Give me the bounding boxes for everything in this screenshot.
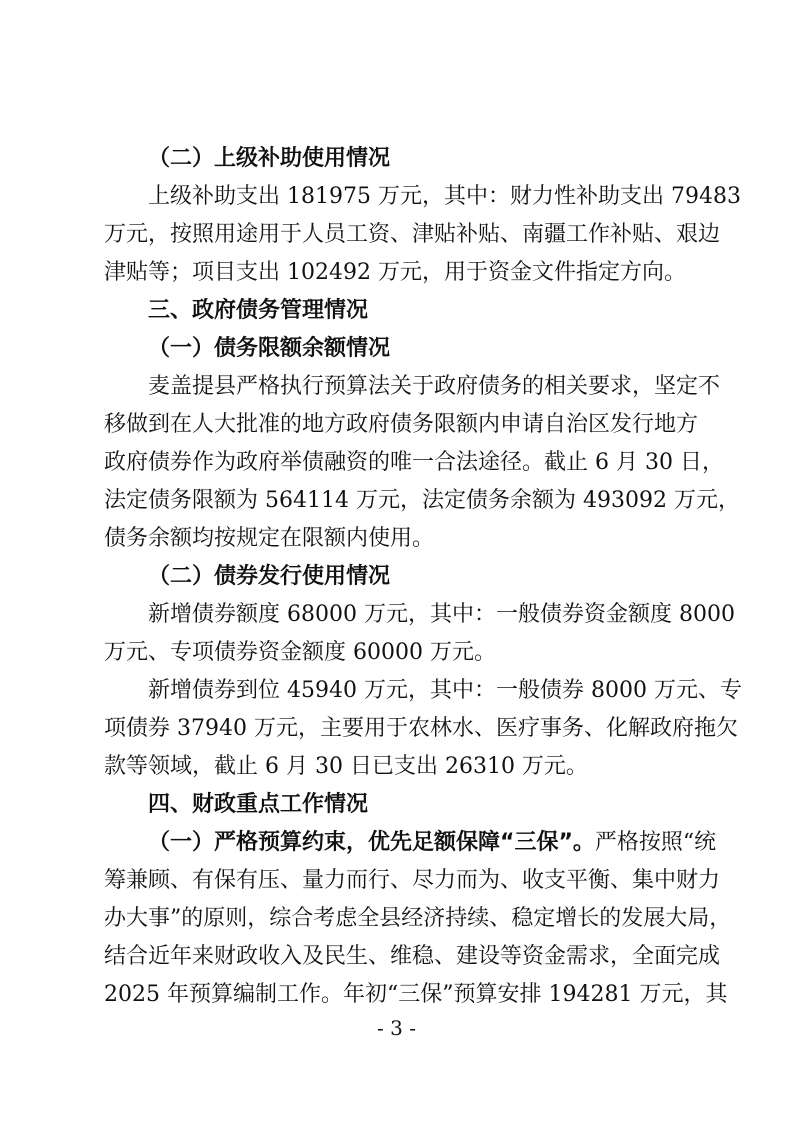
paragraph-line: 办大事”的原则，综合考虑全县经济持续、稳定增长的发展大局， <box>104 906 732 931</box>
paragraph-line: 新增债券到位 45940 万元，其中：一般债券 8000 万元、专 <box>148 678 742 703</box>
paragraph-line: 万元，按照用途用于人员工资、津贴补贴、南疆工作补贴、艰边 <box>104 222 721 247</box>
section-heading: 三、政府债务管理情况 <box>148 298 369 323</box>
paragraph-line: 法定债务限额为 564114 万元，法定债务余额为 493092 万元， <box>104 488 740 513</box>
paragraph-line: 政府债券作为政府举债融资的唯一合法途径。截止 6 月 30 日， <box>104 450 724 475</box>
paragraph-line: 上级补助支出 181975 万元，其中：财力性补助支出 79483 <box>148 184 741 209</box>
section-heading: （二）上级补助使用情况 <box>148 146 391 171</box>
paragraph-line: 万元、专项债券资金额度 60000 万元。 <box>104 640 496 665</box>
paragraph-line: 债务余额均按规定在限额内使用。 <box>104 526 435 551</box>
paragraph-line: 麦盖提县严格执行预算法关于政府债务的相关要求，坚定不 <box>148 374 721 399</box>
section-heading: （一）债务限额余额情况 <box>148 336 391 361</box>
section-heading: 四、财政重点工作情况 <box>148 792 369 817</box>
page-number: - 3 - <box>377 1016 416 1040</box>
paragraph-line: 款等领域，截止 6 月 30 日已支出 26310 万元。 <box>104 754 588 779</box>
paragraph-line: 项债券 37940 万元，主要用于农林水、医疗事务、化解政府拖欠 <box>104 716 738 741</box>
paragraph-line: 移做到在人大批准的地方政府债务限额内申请自治区发行地方 <box>104 412 699 437</box>
paragraph-line <box>148 824 717 862</box>
paragraph-line: 筹兼顾、有保有压、量力而行、尽力而为、收支平衡、集中财力 <box>104 868 721 893</box>
paragraph-text: 严格按照“统 <box>594 830 717 855</box>
paragraph-line: 结合近年来财政收入及民生、维稳、建设等资金需求，全面完成 <box>104 944 721 969</box>
paragraph-line: 2025 年预算编制工作。年初“三保”预算安排 194281 万元，其 <box>104 982 728 1007</box>
paragraph-line: 新增债券额度 68000 万元，其中：一般债券资金额度 8000 <box>148 602 735 627</box>
section-heading: （二）债券发行使用情况 <box>148 564 391 589</box>
paragraph-lead: （一）严格预算约束，优先足额保障“三保”。 <box>148 830 595 855</box>
paragraph-line: 津贴等；项目支出 102492 万元，用于资金文件指定方向。 <box>104 260 686 285</box>
